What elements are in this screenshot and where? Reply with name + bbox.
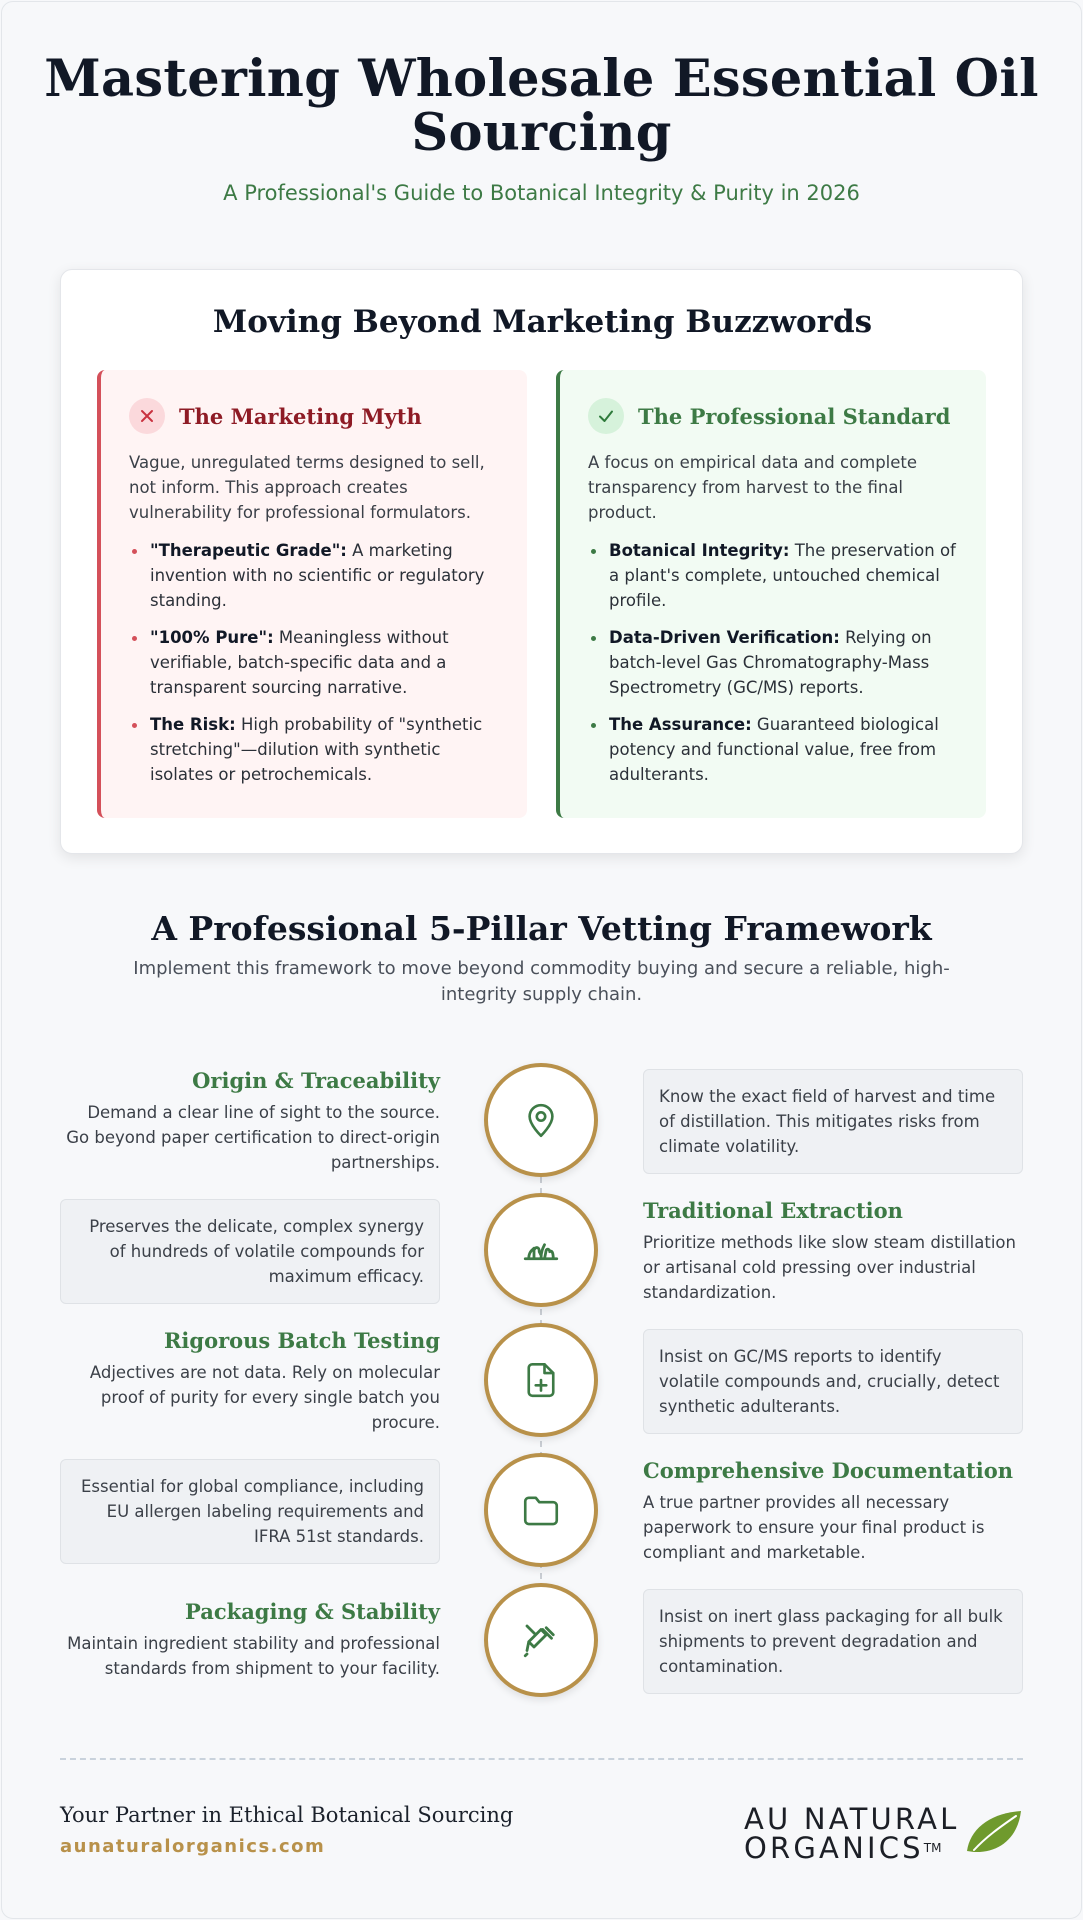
list-item bbox=[588, 712, 960, 787]
list-item bbox=[129, 538, 501, 613]
pillar-documentation-box: Essential for global compliance, including EU allergen labeling requirements and IFRA 51st standards. bbox=[60, 1459, 440, 1564]
list-item bbox=[129, 712, 501, 787]
leaf-icon bbox=[964, 1807, 1024, 1857]
pillar-packaging-circle bbox=[484, 1583, 598, 1697]
list-item bbox=[129, 625, 501, 700]
item-term: "Therapeutic Grade": bbox=[150, 541, 347, 560]
pillar-extraction-desc: Prioritize methods like slow steam distillation or artisanal cold pressing over industrial standardization. bbox=[643, 1233, 1016, 1302]
check-icon bbox=[588, 398, 624, 434]
pillar-extraction-title: Traditional Extraction bbox=[643, 1198, 903, 1223]
item-text: The preservation of a plant's complete, untouched chemical profile. bbox=[609, 541, 956, 610]
framework-subtitle: Implement this framework to move beyond commodity buying and secure a reliable, high-integrity supply chain. bbox=[133, 958, 950, 1005]
comparison-card bbox=[60, 269, 1023, 854]
item-text: Guaranteed biological potency and functional value, free from adulterants. bbox=[609, 715, 939, 784]
x-icon bbox=[129, 398, 165, 434]
pillar-extraction-circle bbox=[484, 1193, 598, 1307]
logo-line2: ORGANICS bbox=[744, 1831, 924, 1865]
myth-title: The Marketing Myth bbox=[179, 403, 422, 429]
pillar-documentation-desc: A true partner provides all necessary paperwork to ensure your final product is compliant and marketable. bbox=[643, 1493, 985, 1562]
location-pin-icon bbox=[520, 1099, 562, 1141]
logo-text bbox=[744, 1802, 960, 1865]
pillar-packaging-box: Insist on inert glass packaging for all bulk shipments to prevent degradation and contamination. bbox=[643, 1589, 1023, 1694]
item-term: The Assurance: bbox=[609, 715, 752, 734]
list-item bbox=[588, 538, 960, 613]
footer-url-link[interactable]: aunaturalorganics.com bbox=[60, 1836, 326, 1857]
brand-logo bbox=[744, 1802, 1024, 1865]
pillar-origin-desc: Demand a clear line of sight to the source. Go beyond paper certification to direct-origin partnerships. bbox=[66, 1103, 440, 1172]
logo-tm: TM bbox=[923, 1841, 942, 1855]
pillar-packaging-desc: Maintain ingredient stability and professional standards from shipment to your facility. bbox=[67, 1634, 440, 1678]
list-item bbox=[588, 625, 960, 700]
pillar-origin-title: Origin & Traceability bbox=[192, 1068, 440, 1093]
dropper-icon bbox=[520, 1619, 562, 1661]
folder-icon bbox=[520, 1489, 562, 1531]
pillar-origin-circle bbox=[484, 1063, 598, 1177]
standard-intro: A focus on empirical data and complete transparency from harvest to the final product. bbox=[588, 453, 918, 522]
page-subtitle: A Professional's Guide to Botanical Integrity & Purity in 2026 bbox=[223, 181, 860, 205]
item-text: High probability of "synthetic stretching"—dilution with synthetic isolates or petrochemicals. bbox=[150, 715, 483, 784]
pillar-extraction-box: Preserves the delicate, complex synergy of hundreds of volatile compounds for maximum efficacy. bbox=[60, 1199, 440, 1304]
myth-panel bbox=[97, 370, 527, 818]
standard-panel bbox=[556, 370, 986, 818]
pillar-documentation-title: Comprehensive Documentation bbox=[643, 1458, 1014, 1483]
pillar-testing-circle bbox=[484, 1323, 598, 1437]
pillar-testing-title: Rigorous Batch Testing bbox=[163, 1328, 440, 1353]
myth-header bbox=[129, 398, 422, 434]
page-title: Mastering Wholesale Essential Oil Sourcing bbox=[44, 49, 1039, 163]
file-plus-icon bbox=[520, 1359, 562, 1401]
standard-title: The Professional Standard bbox=[638, 403, 951, 429]
pillar-documentation-circle bbox=[484, 1453, 598, 1567]
framework-title: A Professional 5-Pillar Vetting Framework bbox=[151, 909, 932, 948]
item-term: Botanical Integrity: bbox=[609, 541, 790, 560]
comparison-title: Moving Beyond Marketing Buzzwords bbox=[212, 304, 873, 340]
myth-list bbox=[129, 538, 501, 799]
footer-divider bbox=[60, 1758, 1023, 1760]
pillar-origin-box: Know the exact field of harvest and time of distillation. This mitigates risks from climate volatility. bbox=[643, 1069, 1023, 1174]
pillar-packaging-title: Packaging & Stability bbox=[185, 1599, 440, 1624]
item-term: "100% Pure": bbox=[150, 628, 274, 647]
pillar-testing-desc: Adjectives are not data. Rely on molecular proof of purity for every single batch you procure. bbox=[89, 1363, 440, 1432]
plant-icon bbox=[520, 1229, 562, 1271]
item-term: The Risk: bbox=[150, 715, 236, 734]
pillar-testing-box: Insist on GC/MS reports to identify volatile compounds and, crucially, detect synthetic adulterants. bbox=[643, 1329, 1023, 1434]
item-term: Data-Driven Verification: bbox=[609, 628, 840, 647]
myth-intro: Vague, unregulated terms designed to sell, not inform. This approach creates vulnerability for professional formulators. bbox=[129, 453, 485, 522]
standard-header bbox=[588, 398, 950, 434]
item-text: A marketing invention with no scientific or regulatory standing. bbox=[150, 541, 485, 610]
item-text: Relying on batch-level Gas Chromatography-Mass Spectrometry (GC/MS) reports. bbox=[609, 628, 932, 697]
item-text: Meaningless without verifiable, batch-specific data and a transparent sourcing narrative. bbox=[150, 628, 449, 697]
footer-tagline: Your Partner in Ethical Botanical Sourcing bbox=[60, 1803, 514, 1827]
standard-list bbox=[588, 538, 960, 799]
logo-line1: AU NATURAL bbox=[744, 1802, 960, 1836]
